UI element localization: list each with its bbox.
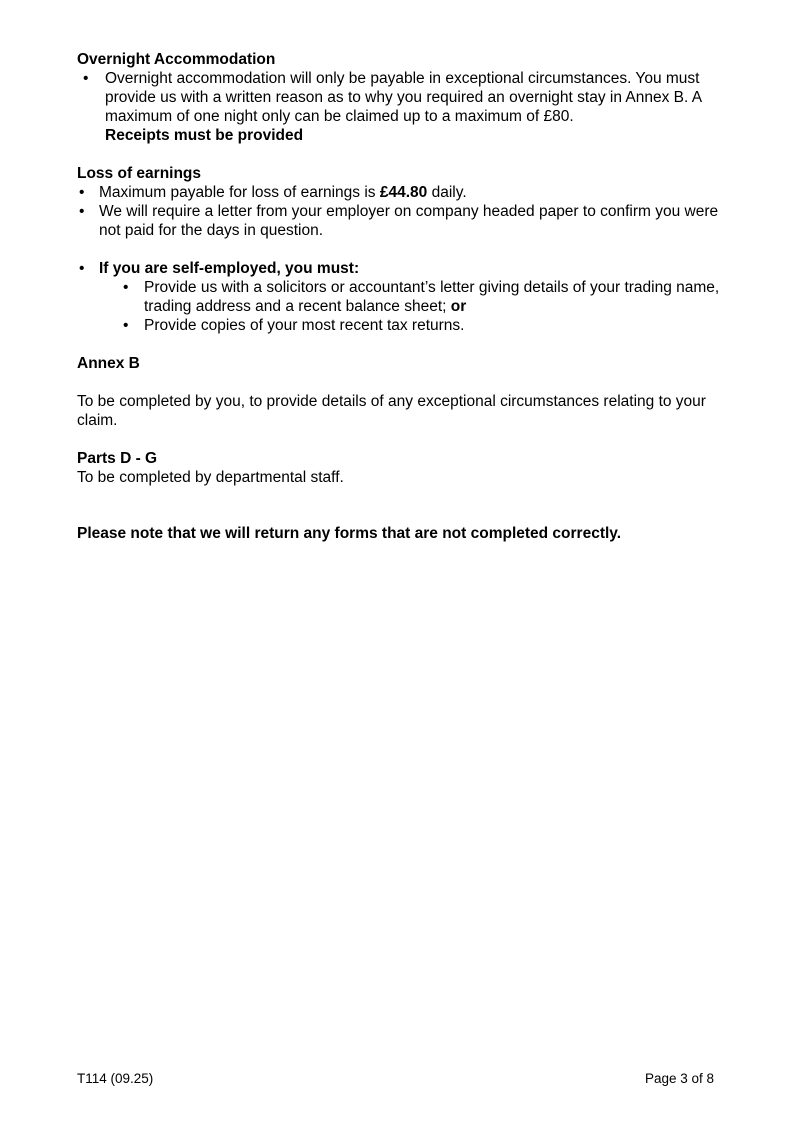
spacer <box>77 145 727 164</box>
or-conjunction: or <box>450 298 467 315</box>
spacer <box>77 487 727 524</box>
list-item <box>77 183 727 202</box>
page-footer <box>77 1069 714 1088</box>
earnings-list <box>77 183 727 240</box>
spacer <box>77 335 727 354</box>
self-employed-option1: Provide us with a solicitors or accountant’s letter giving details of your trading name, trading address and a recent balance sheet; <box>144 279 720 315</box>
receipts-notice: Receipts must be provided <box>105 127 304 144</box>
overnight-list <box>77 69 727 145</box>
earnings-heading: Loss of earnings <box>77 165 202 182</box>
annex-b-text: To be completed by you, to provide details of any exceptional circumstances relating to your claim. <box>77 393 706 429</box>
annex-b-heading: Annex B <box>77 355 140 372</box>
spacer <box>77 240 727 259</box>
final-note: Please note that we will return any forms that are not completed correctly. <box>77 525 622 542</box>
self-employed-label: If you are self-employed, you must: <box>99 260 360 277</box>
list-item <box>77 69 727 145</box>
list-item <box>121 316 727 335</box>
list-item <box>121 278 727 316</box>
max-suffix: daily. <box>431 184 467 201</box>
max-prefix: Maximum payable for loss of earnings is <box>99 184 376 201</box>
parts-dg-heading: Parts D - G <box>77 450 158 467</box>
form-code: T114 (09.25) <box>77 1071 154 1086</box>
max-amount: £44.80 <box>379 184 428 201</box>
overnight-heading: Overnight Accommodation <box>77 51 276 68</box>
self-employed-option2: Provide copies of your most recent tax returns. <box>144 317 465 334</box>
overnight-bullet-text: Overnight accommodation will only be payable in exceptional circumstances. You must provide us with a written reason as to why you required an overnight stay in Annex B. A maximum of one night only can be claimed up to a maximum of £80. <box>105 70 702 125</box>
self-employed-options <box>121 278 727 335</box>
list-item <box>77 259 727 335</box>
parts-dg-text: To be completed by departmental staff. <box>77 469 344 486</box>
spacer <box>77 373 727 392</box>
self-employed-list <box>77 259 727 335</box>
list-item <box>77 202 727 240</box>
document-page <box>77 50 727 543</box>
page-number: Page 3 of 8 <box>644 1071 714 1086</box>
spacer <box>77 430 727 449</box>
employer-letter-text: We will require a letter from your employer on company headed paper to confirm you were not paid for the days in question. <box>99 203 719 239</box>
